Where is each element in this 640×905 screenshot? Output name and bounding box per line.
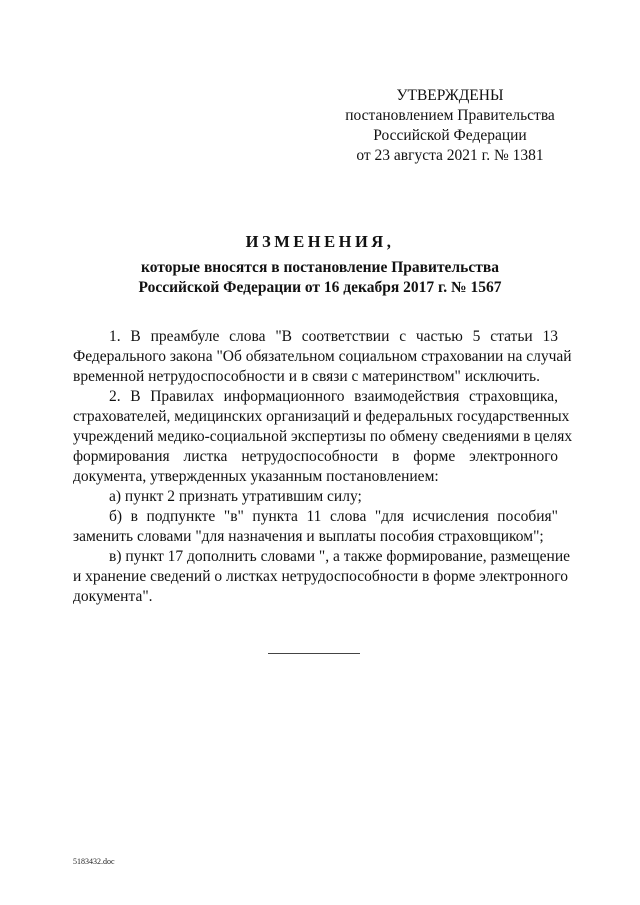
paragraph-line: страхователей, медицинских организаций и федеральных государственных xyxy=(73,408,570,425)
paragraph-line: б) в подпункте "в" пункта 11 слова "для исчисления пособия" xyxy=(109,508,558,525)
paragraph-line: 1. В преамбуле слова "В соответствии с частью 5 статьи 13 xyxy=(109,328,558,345)
paragraph-line: учреждений медико-социальной экспертизы по обмену сведениями в целях xyxy=(73,428,573,445)
subtitle-line-1: которые вносятся в постановление Правительства xyxy=(141,259,499,276)
paragraph-line: и хранение сведений о листках нетрудоспособности в форме электронного xyxy=(73,568,568,585)
subtitle-line-2: Российской Федерации от 16 декабря 2017 г. № 1567 xyxy=(138,279,502,296)
paragraph-line: формирования листка нетрудоспособности в форме электронного xyxy=(73,448,558,465)
approval-title: УТВЕРЖДЕНЫ xyxy=(396,87,504,104)
document-subtitle xyxy=(60,258,580,298)
closing-separator-line xyxy=(268,653,360,654)
paragraph-2c xyxy=(73,547,570,607)
paragraph-line: заменить словами "для назначения и выплаты пособия страховщиком"; xyxy=(73,528,544,545)
footer-file-name: 5183432.doc xyxy=(73,857,115,866)
document-body xyxy=(73,327,573,607)
paragraph-line: 2. В Правилах информационного взаимодействия страховщика, xyxy=(109,388,558,405)
approval-block xyxy=(330,86,570,166)
paragraph-1 xyxy=(73,327,572,387)
document-title: ИЗМЕНЕНИЯ, xyxy=(245,232,395,251)
paragraph-line: временной нетрудоспособности и в связи с материнством" исключить. xyxy=(73,368,540,385)
paragraph-line: в) пункт 17 дополнить словами ", а также формирование, размещение xyxy=(109,548,570,565)
paragraph-line: Федерального закона "Об обязательном социальном страховании на случай xyxy=(73,348,572,365)
paragraph-2a xyxy=(73,487,558,507)
paragraph-2 xyxy=(73,387,573,487)
paragraph-line: документа". xyxy=(73,588,153,605)
approval-line-resolution: постановлением Правительства xyxy=(345,107,555,124)
paragraph-line: а) пункт 2 признать утратившим силу; xyxy=(109,488,362,505)
paragraph-line: документа, утвержденных указанным постановлением: xyxy=(73,468,439,485)
approval-line-date-number: от 23 августа 2021 г. № 1381 xyxy=(356,147,544,164)
approval-line-federation: Российской Федерации xyxy=(373,127,527,144)
paragraph-2b xyxy=(73,507,558,547)
